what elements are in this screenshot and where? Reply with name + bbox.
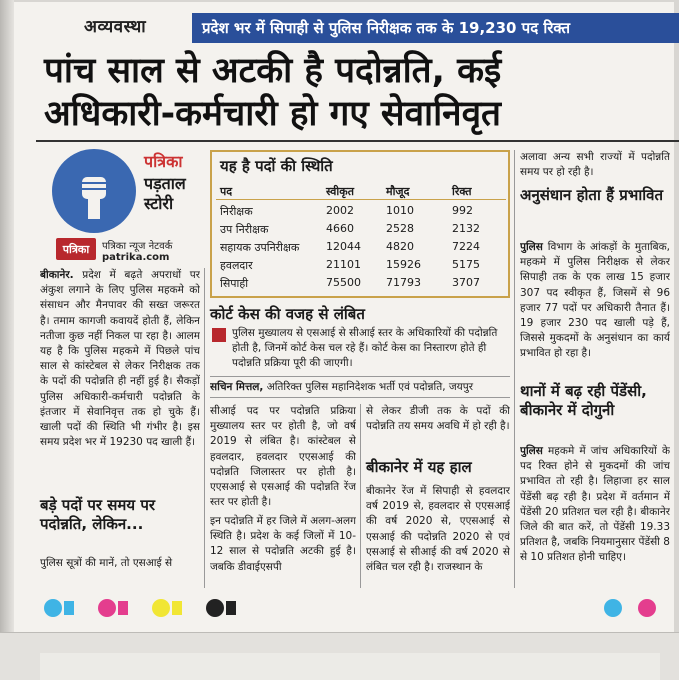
- table-cell: 21101: [326, 258, 361, 271]
- main-headline: [44, 50, 679, 136]
- table-cell: 5175: [452, 258, 480, 271]
- byline-network: पत्रिका न्यूज नेटवर्क: [102, 241, 173, 252]
- column-3-text-1: से लेकर डीजी तक के पदों की पदोन्नति तय समय अवधि में हो रही है।: [366, 405, 510, 433]
- registration-mark-black: [206, 599, 224, 617]
- posts-status-table: [210, 150, 510, 298]
- fist-logo-icon: [52, 149, 136, 233]
- table-cell: निरीक्षक: [220, 205, 253, 218]
- column-2-text-1: सीआई पद पर पदोन्नति प्रक्रिया मुख्यालय स्तर पर होती है, जो वर्ष 2019 से लंबित है। कांस्टेबल से हवलदार, हवलदार एएसआई की पदोन्नति जिलास्तर पर होती है। एएसआई से एसआई की पदोन्नति रेंज स्तर पर होती है।: [210, 405, 356, 509]
- table-cell: हवलदार: [220, 259, 253, 272]
- quote-marker-icon: [212, 328, 226, 342]
- column-1-text: प्रदेश में बढ़ते अपराधों पर अंकुश लगाने के लिए पुलिस महकमे को संसाधन और मैनपावर की सख्त जरूरत है। तमाम कागजी कवायदें होती हैं, लेकिन नतीजा कुछ नहीं निकल पा रहा है। आलम यह है कि पुलिस महकमे में पिछले पांच साल से कांस्टेबल से लेकर निरीक्षक तक के पदों की पदोन्नति ही नहीं हुई है। सैकड़ों पुलिस अधिकारी-कर्मचारी पदोन्नति के इंतजार में सेवानिवृत्त तक हो चुके हैं। खाली पदों की स्थिति भी गंभीर है। इस समय प्रदेश भर में 19230 पद खाली हैं।: [40, 269, 200, 449]
- table-row: [216, 274, 506, 292]
- table-cell: 75500: [326, 276, 361, 289]
- table-cell: 4660: [326, 222, 354, 235]
- table-cell: 4820: [386, 240, 414, 253]
- color-swatch: [64, 601, 74, 615]
- table-cell: 992: [452, 204, 473, 217]
- registration-mark-yellow: [152, 599, 170, 617]
- subheading-bikaner: बीकानेर में यह हाल: [366, 458, 472, 476]
- table-cell: 7224: [452, 240, 480, 253]
- table-cell: 2132: [452, 222, 480, 235]
- column-4-text-2-body: महकमे में जांच अधिकारियों के पद रिक्त होने से मुकदमों की जांच प्रभावित तो रही है। लिहाजा हर साल पेंडेंसी बढ़ रही है। प्रदेश में वर्तमान में पेंडेंसी 20 प्रतिशत चल रही है। बीकानेर जिले की बात करें, तो पेंडेंसी 19.33 प्रतिशत है, जबकि नियमानुसार पेंडेंसी 8 से 10 प्रतिशत होनी चाहिए।: [520, 445, 670, 564]
- table-cell: सिपाही: [220, 277, 249, 290]
- brand-tagline-1: पड़ताल: [144, 174, 186, 193]
- subheading-big-posts: बड़े पदों पर समय पर पदोन्नति, लेकिन...: [40, 496, 155, 533]
- column-4-text-1: [520, 240, 670, 376]
- table-row: [216, 256, 506, 274]
- column-1-tail: पुलिस सूत्रों की मानें, तो एसआई से: [40, 557, 173, 569]
- table-cell: 3707: [452, 276, 480, 289]
- dateline: बीकानेर.: [40, 269, 74, 281]
- column-4-text-0: अलावा अन्य सभी राज्यों में पदोन्नति समय पर हो रही है।: [520, 151, 670, 179]
- column-2-text-2: इन पदोन्नति में हर जिले में अलग-अलग स्थिति है। प्रदेश के कई जिलों में 10-12 साल से पदोन्नति अटकी हुई है। जबकि डीवाईएसपी: [210, 515, 356, 573]
- table-cell: 1010: [386, 204, 414, 217]
- headline-line-2: अधिकारी-कर्मचारी हो गए सेवानिवृत: [44, 94, 502, 134]
- brand-badge: पत्रिका: [56, 238, 96, 260]
- table-cell: उप निरीक्षक: [220, 223, 269, 236]
- table-title: यह है पदों की स्थिति: [220, 157, 333, 175]
- quote-author-name: सचिन मित्तल,: [210, 381, 264, 393]
- quote-author-title: अतिरिक्त पुलिस महानिदेशक भर्ती एवं पदोन्नति, जयपुर: [266, 381, 474, 393]
- column-3-text-2: बीकानेर रेंज में सिपाही से हवलदार वर्ष 2019 से, हवलदार से एएसआई की वर्ष 2020 से, एएसआई से एसआई की पदोन्नति 2020 से एवं एसआई से सीआई की वर्ष 2020 से लंबित चल रही है। राजस्थान के: [366, 485, 510, 574]
- table-cell: 71793: [386, 276, 421, 289]
- column-1-body: [40, 268, 200, 484]
- table-cell: 15926: [386, 258, 421, 271]
- subheading-investigation: अनुसंधान होता हैं प्रभावित: [520, 186, 664, 204]
- headline-rule: [36, 140, 679, 142]
- table-row: [216, 220, 506, 238]
- table-header-cell: मौजूद: [386, 185, 410, 198]
- next-page-fold: [40, 653, 660, 680]
- newspaper-page: [14, 2, 674, 632]
- paragraph-lead: पुलिस: [520, 241, 543, 253]
- registration-mark-magenta: [638, 599, 656, 617]
- registration-mark-magenta: [98, 599, 116, 617]
- color-swatch: [226, 601, 236, 615]
- column-divider: [360, 404, 361, 588]
- table-header-row: [216, 182, 506, 200]
- table-cell: 2528: [386, 222, 414, 235]
- table-header-cell: स्वीकृत: [326, 185, 354, 198]
- column-4-text-2: [520, 444, 670, 588]
- subheading-pendency: थानों में बढ़ रही पेंडेंसी, बीकानेर में दोगुनी: [520, 382, 647, 419]
- brand-tagline: [144, 174, 214, 214]
- table-row: [216, 202, 506, 220]
- table-header-cell: रिक्त: [452, 185, 472, 198]
- table-cell: 2002: [326, 204, 354, 217]
- column-4-text-1-body: विभाग के आंकड़ों के मुताबिक, महकमे में पुलिस निरीक्षक से लेकर सिपाही तक के एक लाख 15 हजार 307 पद स्वीकृत हैं, जिसमें से 96 हजार 77 पदों पर अधिकारी तैनात हैं। 19 हजार 230 पद खाली पड़े हैं, जिससे मुकदमों के अनुसंधान का कार्य प्रभावित हो रहा है।: [520, 241, 670, 360]
- table-cell: 12044: [326, 240, 361, 253]
- headline-line-1: पांच साल से अटकी है पदोन्नति, कई: [44, 51, 502, 91]
- registration-mark-cyan: [604, 599, 622, 617]
- court-section-title: कोर्ट केस की वजह से लंबित: [210, 305, 365, 323]
- court-quote-text: पुलिस मुख्यालय से एसआई से सीआई स्तर के अधिकारियों की पदोन्नति होती है, जिनमें कोर्ट केस चल रहे हैं। कोर्ट केस का निस्तारण होते ही पदोन्नति प्रक्रिया पूरी की जाएगी।: [232, 327, 498, 369]
- brand-tagline-2: स्टोरी: [144, 194, 174, 213]
- column-divider: [514, 150, 515, 588]
- headline-ribbon: प्रदेश भर में सिपाही से पुलिस निरीक्षक तक के 19,230 पद रिक्त: [192, 13, 679, 43]
- paragraph-lead: पुलिस: [520, 445, 543, 457]
- registration-mark-cyan: [44, 599, 62, 617]
- page-left-edge: [0, 0, 14, 680]
- table-row: [216, 238, 506, 256]
- next-page-strip: [0, 632, 679, 680]
- column-divider: [204, 268, 205, 588]
- table-cell: सहायक उपनिरीक्षक: [220, 241, 300, 254]
- quote-attribution: [210, 376, 510, 398]
- color-swatch: [172, 601, 182, 615]
- category-label: अव्यवस्था: [84, 17, 147, 37]
- color-swatch: [118, 601, 128, 615]
- brand-name: पत्रिका: [144, 152, 183, 171]
- table-header-cell: पद: [220, 185, 233, 198]
- byline-site[interactable]: patrika.com: [102, 252, 170, 263]
